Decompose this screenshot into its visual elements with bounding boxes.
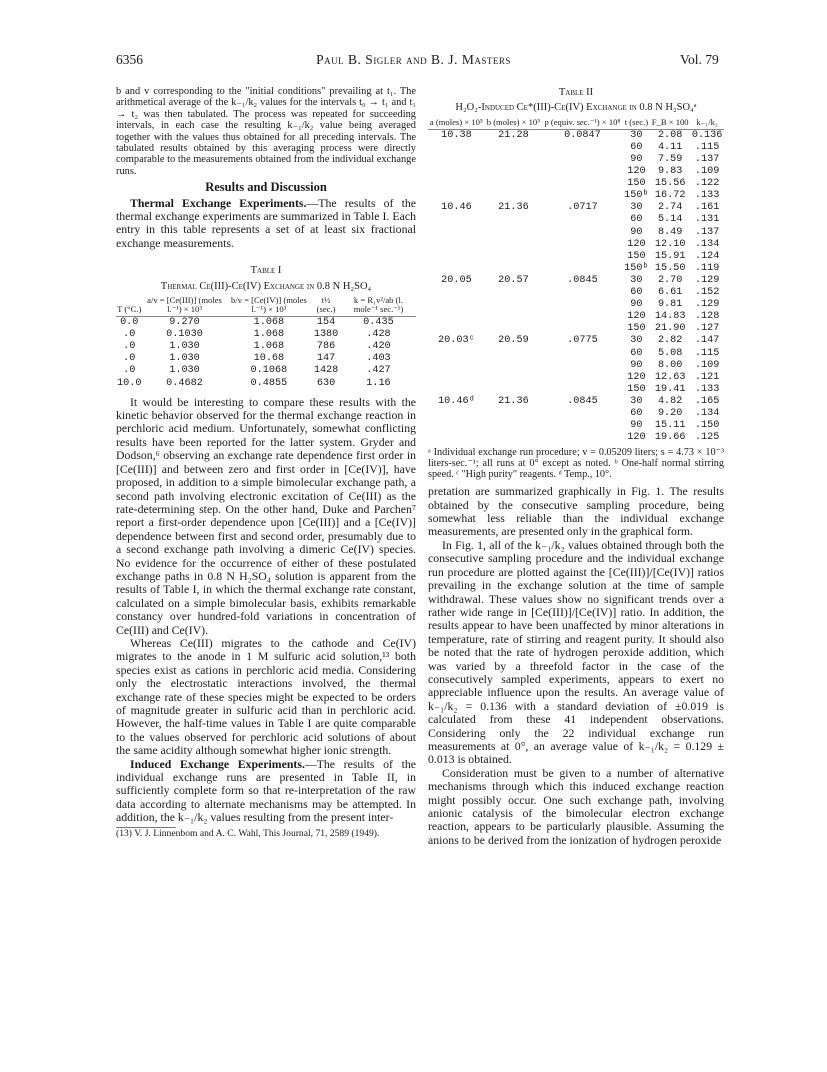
table-cell — [542, 348, 623, 360]
table-cell: .119 — [694, 262, 720, 274]
table-cell — [485, 311, 542, 323]
table-cell — [428, 372, 485, 384]
table-cell — [428, 178, 485, 190]
table-cell: .403 — [366, 353, 391, 365]
table-cell: .0 — [123, 341, 136, 353]
table-cell: .134 — [694, 407, 720, 419]
table-cell: 90 — [630, 299, 643, 311]
table-cell: 0.4855 — [250, 377, 288, 389]
table-cell: 60 — [630, 347, 643, 359]
running-header — [0, 52, 827, 68]
thermal-text: —The results of the thermal exchange experiments are summarized in Table I. Each entry in this table represents a set of at least six fractional exchange measurements. — [116, 195, 416, 250]
table-row — [428, 396, 724, 408]
table-cell — [428, 154, 485, 166]
figure-paragraph: In Fig. 1, all of the k₋₁/k₂ values obtained through both the consecutive sampling procedure and the individual exchange run procedure are plotted against the [Ce(III)]/[Ce(IV)] ratios prevailing in the exchange solution at the time of sample withdrawal. These values show no significant trends over a rather wide range in [Ce(III)]/[Ce(IV)] ratio. In addition, the results appear to have been unaffected by minor alterations in temperature, rate of stirring and reagent purity. It should also be noted that the rate of hydrogen peroxide addition, which was varied by a threefold factor in the case of the consecutively sampled experiments, appears to exert no appreciable influence upon the results. An average value of k₋₁/k₂ = 0.136 with a standard deviation of ±0.019 is calculated from these 41 independent observations. Considering only the 22 individual exchange run measurements at 0°, an average value of k₋₁/k₂ = 0.129 ± 0.013 is obtained. — [428, 537, 724, 767]
table-cell: .0717 — [567, 202, 598, 214]
table-cell — [485, 190, 542, 202]
table-cell: 0.0 — [116, 317, 142, 330]
table-cell — [428, 287, 485, 299]
table-cell — [428, 432, 485, 444]
table-row — [116, 378, 416, 390]
table-cell — [485, 142, 542, 154]
table-cell — [428, 263, 485, 275]
table-cell: 150ᵇ — [624, 262, 649, 274]
table-header-cell: k = R₁v²/ab (l. mole⁻¹ sec.⁻¹) — [353, 295, 404, 315]
table-cell: 0.4682 — [166, 377, 203, 389]
table-cell: 120 — [627, 238, 646, 250]
table-cell: 0.435 — [341, 317, 416, 330]
table2-caption: Table II — [558, 87, 594, 98]
table2-footnotes: ᵃ Individual exchange run procedure; v = 0.05209 liters; s = 4.73 × 10⁻³ liters-sec.⁻¹; all runs at 0° except as noted. ᵇ One-half normal stirring speed. ᶜ "High purity" reagents. ᵈ Temp., 10°. — [428, 447, 724, 481]
table-cell: 5.08 — [657, 347, 683, 359]
table-cell — [428, 299, 485, 311]
migration-paragraph: Whereas Ce(III) migrates to the cathode and Ce(IV) migrates to the anode in 1 M sulfuric acid solution,¹³ both species exist as cations in perchloric acid media. Considering only the electrostatic interactions involved, the thermal exchange rate of these species might be expected to be orders of magnitude greater in sulfuric acid than in perchloric acid. However, the half-time values in Table I are quite comparable to the values observed for perchloric acid solutions of about the same acidity although somewhat higher ionic strength. — [116, 635, 416, 758]
table-cell: .0775 — [567, 335, 598, 347]
table-cell: .0 — [123, 353, 136, 365]
table-row — [428, 129, 724, 142]
table-cell: 150 — [627, 383, 646, 395]
table-row — [428, 275, 724, 287]
table-cell — [428, 408, 485, 420]
table1-caption: Table I — [250, 265, 282, 277]
table-cell — [542, 311, 623, 323]
table-cell: 1380 — [313, 329, 339, 341]
table-cell: 21.28 — [485, 129, 542, 142]
table-cell: 8.49 — [657, 226, 683, 238]
table-cell: 9.20 — [657, 407, 683, 419]
table-cell: 14.83 — [654, 311, 686, 323]
table-header-cell: b/v = [Ce(IV)] (moles l.⁻¹) × 10³ — [231, 295, 307, 315]
table-cell: .129 — [694, 299, 720, 311]
reference-footnote: (13) V. J. Linnenbom and A. C. Wahl, This Journal, 71, 2589 (1949). — [116, 827, 380, 839]
table-cell — [485, 154, 542, 166]
table-row — [428, 287, 724, 299]
table1-title: Thermal Ce(III)-Ce(IV) Exchange in 0.8 N H₂SO₄ — [160, 280, 372, 292]
table-cell — [485, 214, 542, 226]
table-header-cell: t (sec.) — [624, 116, 649, 127]
discussion-paragraph: It would be interesting to compare these results with the kinetic behavior observed for the thermal exchange reaction in perchloric acid medium. Unfortunately, somewhat conflicting results have been reported for the latter system. Gryder and Dodson,⁶ observing an exchange rate dependence first order in [Ce(III)] and between zero and first order in [Ce(IV)], have proposed, in addition to a simple bimolecular exchange path, a second path involving electronic excitation of Ce(III) as the rate-determining step. On the other hand, Duke and Parchen⁷ report a first-order dependence upon [Ce(III)] and a [Ce(IV)] dependence between first and second order, presumably due to a second exchange path involving a dimeric Ce(IV) species. No evidence for the occurrence of either of these postulated exchange paths in 0.8 N H₂SO₄ solution is apparent from the results of Table I, in which the thermal exchange rate constant, calculated on a simple bimolecular basis, exhibits remarkable constancy over hundred-fold variations in concentration of Ce(III) and Ce(IV). — [116, 394, 416, 637]
table-cell: 9.270 — [142, 317, 226, 330]
table-cell: 786 — [316, 341, 336, 353]
table-row — [428, 299, 724, 311]
table-cell: .137 — [694, 154, 720, 165]
table-cell: 4.11 — [657, 141, 683, 153]
table-cell — [485, 251, 542, 263]
table-cell: 15.50 — [654, 262, 686, 274]
section-heading: Results and Discussion — [205, 180, 327, 195]
table-cell — [542, 190, 623, 202]
table-cell: 1.068 — [253, 329, 285, 341]
table-cell: 120 — [627, 311, 646, 323]
table-cell — [428, 348, 485, 360]
table-cell: .420 — [366, 341, 391, 353]
table-row — [428, 154, 724, 166]
table-cell — [485, 166, 542, 178]
table-cell — [542, 360, 623, 372]
table-cell — [485, 348, 542, 360]
table-row — [428, 263, 724, 275]
table-cell — [428, 311, 485, 323]
right-column — [428, 86, 724, 847]
table-row — [428, 432, 724, 444]
table2 — [428, 118, 724, 444]
left-column — [116, 86, 416, 839]
induced-lead: Induced Exchange Experiments. — [130, 756, 305, 771]
thermal-lead: Thermal Exchange Experiments. — [130, 195, 307, 210]
table-cell: 10.38 — [428, 129, 485, 142]
table-cell — [428, 227, 485, 239]
table-cell: 1428 — [313, 365, 339, 377]
table-cell: 60 — [630, 287, 643, 299]
table-cell: .127 — [694, 323, 720, 335]
table-row — [428, 142, 724, 154]
table-cell: 60 — [630, 214, 643, 226]
table-cell: 8.00 — [657, 359, 683, 371]
table-cell: 10.0 — [117, 377, 142, 389]
table-row — [116, 317, 416, 330]
table-cell: 21.36 — [498, 395, 529, 407]
table-cell — [542, 384, 623, 396]
table-cell — [542, 420, 623, 432]
table-cell: 9.83 — [657, 166, 683, 178]
table-cell — [428, 251, 485, 263]
table-cell — [428, 190, 485, 202]
table-cell: 30 — [630, 395, 643, 407]
table-cell: 12.63 — [654, 371, 686, 383]
table-cell: 2.82 — [657, 335, 683, 347]
table-cell — [542, 227, 623, 239]
mechanism-paragraph: Consideration must be given to a number of alternative mechanisms through which this induced exchange reaction might possibly occur. One such exchange path, involving anionic catalysis of the bimolecular electron exchange reaction, appears to be particularly plausible. Assuming the anions to be derived from the ionization of hydrogen peroxide — [428, 765, 724, 847]
table-cell: 2.70 — [657, 274, 683, 286]
table-cell: 120 — [627, 371, 646, 383]
induced-paragraph — [116, 758, 416, 825]
table-header-cell: T (°C.) — [117, 304, 142, 315]
table-header-cell: b (moles) × 10⁵ — [486, 116, 541, 127]
table-cell — [542, 251, 623, 263]
table-cell: 10.46ᵈ — [438, 395, 475, 407]
table-cell: .137 — [694, 226, 720, 238]
table-cell: .427 — [366, 365, 391, 377]
table-cell — [485, 384, 542, 396]
table-cell: 5.14 — [657, 214, 683, 226]
table-cell — [542, 263, 623, 275]
table-cell — [542, 432, 623, 444]
table-cell: .109 — [694, 359, 720, 371]
table-cell: .134 — [694, 238, 720, 250]
table-cell: 7.59 — [657, 154, 683, 165]
table-cell — [485, 420, 542, 432]
table-cell: .0845 — [567, 395, 598, 407]
table-cell: 1.030 — [169, 365, 200, 377]
table-cell: 90 — [630, 359, 643, 371]
table-row — [116, 341, 416, 353]
intro-paragraph: b and v corresponding to the "initial conditions" prevailing at t₁. The arithmetical average of the k₋₁/k₂ values for the intervals t₀ → t₁ and t₁ → t₂ was then tabulated. The process was repeated for succeeding intervals, in each case the resulting k₋₁/k₂ value being averaged together with the values thus obtained for all preceding intervals. The tabulated results obtained by this averaging process were directly comparable to the measurements obtained from the individual exchange runs. — [116, 86, 416, 177]
table-cell: 30 — [623, 129, 650, 142]
table-row — [428, 311, 724, 323]
table-cell: .109 — [694, 166, 720, 178]
induced-text: —The results of the individual exchange runs are presented in Table II, in sufficiently complete form so that re-interpretation of the raw data according to alternate mechanisms may be attempted. In addition, the k₋₁/k₂ values resulting from the present inter- — [116, 756, 416, 825]
table-cell: .115 — [694, 347, 720, 359]
table-cell: .124 — [694, 250, 720, 262]
table-row — [428, 360, 724, 372]
table-row — [116, 365, 416, 377]
table-cell — [428, 384, 485, 396]
table-cell: 0.1068 — [250, 365, 288, 377]
table-cell: 4.82 — [657, 395, 683, 407]
table-row — [428, 323, 724, 335]
table-row — [428, 348, 724, 360]
table2-title: H₂O₂-Induced Ce*(III)-Ce(IV) Exchange in 0.8 N H₂SO₄ᵃ — [455, 102, 697, 114]
table-cell — [428, 420, 485, 432]
table-row — [116, 353, 416, 365]
table-cell: .131 — [694, 214, 720, 226]
table-cell: 630 — [316, 377, 336, 389]
table-header-cell: k₋₁/k₂ — [696, 116, 718, 127]
table-header-cell: F_B × 100 — [651, 116, 689, 127]
table-cell — [485, 408, 542, 420]
volume-label: Vol. 79 — [680, 52, 719, 67]
table-cell: .0 — [123, 365, 136, 377]
table-cell — [542, 299, 623, 311]
table-cell: .165 — [694, 395, 720, 407]
table-cell — [542, 239, 623, 251]
table-cell: 21.90 — [654, 323, 686, 335]
table-header-cell: a (moles) × 10⁵ — [429, 116, 483, 127]
table-cell: 21.36 — [498, 202, 529, 214]
table-cell: .115 — [694, 141, 720, 153]
table-cell: 30 — [630, 335, 643, 347]
table-cell: .121 — [694, 371, 720, 383]
table-cell: 90 — [630, 154, 643, 165]
table-cell: .122 — [694, 178, 720, 190]
table-cell: 19.41 — [654, 383, 686, 395]
table-cell: 9.81 — [657, 299, 683, 311]
table-header-cell: t½ (sec.) — [316, 295, 336, 315]
table-cell — [542, 323, 623, 335]
table-row — [428, 239, 724, 251]
table-row — [428, 384, 724, 396]
results-paragraph: pretation are summarized graphically in Fig. 1. The results obtained by the consecutive sampling procedure, being somewhat less reliable than the individual exchange measurements, are presented only in the graphical form. — [428, 484, 724, 539]
table-cell: 15.56 — [654, 178, 686, 190]
table-cell: 150 — [627, 250, 646, 262]
table-row — [428, 178, 724, 190]
table-cell: 120 — [627, 432, 646, 444]
table-cell — [542, 287, 623, 299]
table-cell: 15.91 — [654, 250, 686, 262]
table-cell: 154 — [311, 317, 341, 330]
table-cell: 60 — [630, 141, 643, 153]
table-cell — [542, 178, 623, 190]
table-cell — [542, 214, 623, 226]
table-cell — [485, 299, 542, 311]
table-cell: .133 — [694, 190, 720, 202]
table-cell: 0.136 — [691, 129, 723, 141]
table-cell — [542, 154, 623, 166]
table-cell: 6.61 — [657, 287, 683, 299]
table-cell — [542, 408, 623, 420]
table1 — [116, 296, 416, 390]
table-cell — [485, 372, 542, 384]
table-row — [428, 335, 724, 347]
table-row — [428, 214, 724, 226]
table-row — [428, 190, 724, 202]
table-cell — [428, 214, 485, 226]
table-cell: 20.59 — [498, 335, 529, 347]
table-cell: 1.030 — [169, 341, 200, 353]
table-cell: 120 — [627, 166, 646, 178]
table-cell — [485, 227, 542, 239]
table-cell: .150 — [694, 420, 720, 432]
table-row — [116, 329, 416, 341]
table-cell — [485, 360, 542, 372]
table-cell — [428, 239, 485, 251]
table-cell: 10.68 — [253, 353, 285, 365]
table-row — [428, 408, 724, 420]
running-authors: Paul B. Sigler and B. J. Masters — [316, 52, 511, 67]
table-cell: .147 — [694, 335, 720, 347]
table-cell: .133 — [694, 383, 720, 395]
table-cell: 20.57 — [498, 274, 529, 286]
table-cell — [428, 142, 485, 154]
table-cell — [485, 287, 542, 299]
table-cell: 2.74 — [657, 202, 683, 214]
table-cell: 0.1030 — [166, 329, 203, 341]
thermal-paragraph — [116, 197, 416, 251]
table-cell — [428, 360, 485, 372]
page-number: 6356 — [116, 52, 143, 67]
table-cell: 10.46 — [441, 202, 472, 214]
table-cell: .161 — [694, 202, 720, 214]
table-cell: 0.0847 — [542, 129, 623, 142]
table-cell: 15.11 — [654, 420, 686, 432]
table-cell: 150 — [627, 178, 646, 190]
table-cell: 147 — [316, 353, 336, 365]
table-cell — [542, 142, 623, 154]
table-cell: .0 — [123, 329, 136, 341]
table-cell: 90 — [630, 420, 643, 432]
table-row — [428, 166, 724, 178]
table-cell: 1.068 — [253, 341, 285, 353]
table-row — [428, 420, 724, 432]
table-cell: .125 — [694, 432, 720, 444]
table-cell: 2.08 — [650, 129, 690, 142]
table-cell — [485, 263, 542, 275]
table-cell: 16.72 — [654, 190, 686, 202]
table-row — [428, 227, 724, 239]
table-cell — [485, 323, 542, 335]
table-header-cell: p (equiv. sec.⁻¹) × 10⁸ — [544, 116, 621, 127]
table-cell — [485, 432, 542, 444]
table-cell: 20.05 — [441, 274, 472, 286]
table-row — [428, 372, 724, 384]
table-cell: 90 — [630, 226, 643, 238]
table-cell: .152 — [694, 287, 720, 299]
table-cell: 30 — [630, 202, 643, 214]
table-cell: 12.10 — [654, 238, 686, 250]
table-cell: 60 — [630, 407, 643, 419]
table-cell: 1.068 — [227, 317, 312, 330]
table-header-cell: a/v = [Ce(III)] (moles l.⁻¹) × 10³ — [147, 295, 222, 315]
table-row — [428, 202, 724, 214]
table-cell: 150ᵇ — [624, 190, 649, 202]
table-cell — [542, 166, 623, 178]
table-cell: .428 — [366, 329, 391, 341]
table-cell: 19.66 — [654, 432, 686, 444]
table-cell — [428, 323, 485, 335]
table-cell: .129 — [694, 274, 720, 286]
table-cell — [485, 178, 542, 190]
table-row — [428, 251, 724, 263]
table-cell: 30 — [630, 274, 643, 286]
table-cell: .128 — [694, 311, 720, 323]
table-cell — [542, 372, 623, 384]
table-cell — [428, 166, 485, 178]
table-cell: 1.030 — [169, 353, 200, 365]
table-cell — [485, 239, 542, 251]
table-cell: .0845 — [567, 274, 598, 286]
table-cell: 1.16 — [366, 377, 391, 389]
table-cell: 150 — [627, 323, 646, 335]
table-cell: 20.03ᶜ — [438, 335, 475, 347]
